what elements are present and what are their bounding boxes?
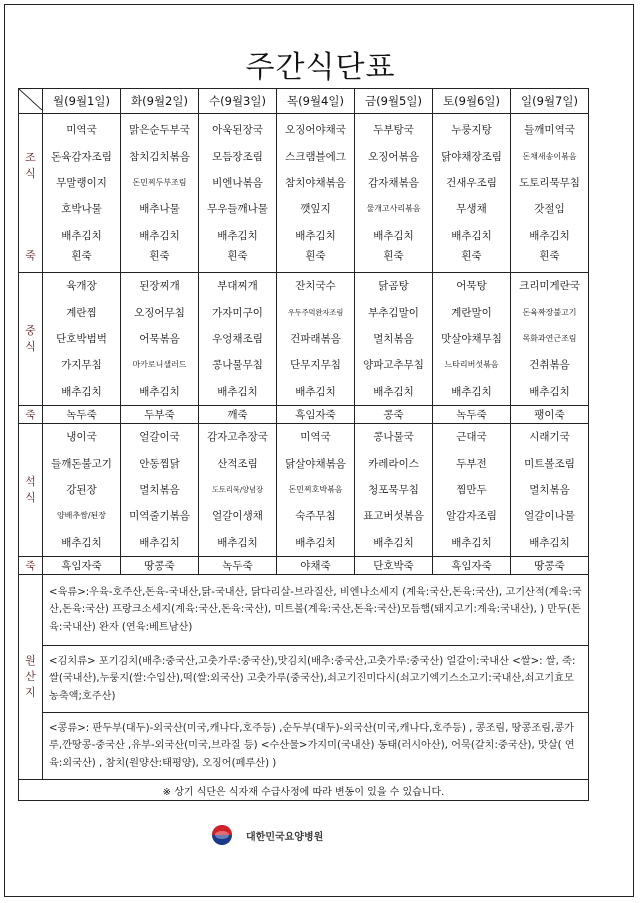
dish-item: 목화과연근조림	[522, 333, 577, 343]
notice-row	[19, 780, 589, 801]
dinner-row	[19, 424, 589, 557]
lunch-porridge-cell: 팽이죽	[511, 406, 589, 424]
dinner-cell	[199, 424, 277, 557]
dish-item: 닭곰탕	[378, 280, 409, 293]
dish-item: 미트볼조림	[524, 457, 575, 470]
day-header-tue: 화(9월2일)	[121, 89, 199, 114]
dish-item: 돈채새송이볶음	[522, 151, 577, 161]
lunch-label: 중 식	[19, 273, 43, 406]
dinner-porridge-cell: 땅콩죽	[511, 557, 589, 575]
dish-item: 흰죽	[539, 249, 560, 262]
day-header-mon: 월(9월1일)	[43, 89, 121, 114]
page-title: 주간식단표	[245, 50, 396, 85]
dish-item: 무생채	[456, 203, 487, 216]
dinner-porridge-cell: 흑임자죽	[433, 557, 511, 575]
dish-item: 흰죽	[383, 249, 404, 262]
dish-item: 무우들깨나물	[207, 203, 268, 216]
dish-item: 배추김치	[295, 385, 336, 398]
origin-row-1	[19, 575, 589, 646]
day-header-sat: 토(9월6일)	[433, 89, 511, 114]
breakfast-row	[19, 114, 589, 273]
dinner-porridge-cell: 흑임자죽	[43, 557, 121, 575]
dish-item: 참치야채볶음	[285, 176, 346, 189]
dinner-porridge-cell: 녹두죽	[199, 557, 277, 575]
dish-item: 참치김치볶음	[129, 150, 190, 163]
dish-item: 맑은순두부국	[129, 124, 190, 137]
dinner-porridge-cell: 야채죽	[277, 557, 355, 575]
dish-item: 비엔나볶음	[212, 176, 263, 189]
dinner-porridge-cell: 단호박죽	[355, 557, 433, 575]
dish-item: 된장찌개	[139, 280, 180, 293]
dish-item: 육개장	[66, 280, 97, 293]
dish-item: 아욱된장국	[212, 124, 263, 137]
breakfast-cell	[511, 114, 589, 273]
dish-item: 어묵볶음	[139, 332, 180, 345]
origin-row-2	[19, 646, 589, 713]
dinner-cell	[433, 424, 511, 557]
dish-item: 멸치볶음	[139, 483, 180, 496]
dish-item: 돈민찌호박볶음	[288, 484, 343, 494]
lunch-porridge-row	[19, 406, 589, 424]
diagonal-line	[19, 89, 42, 110]
lunch-cell	[433, 273, 511, 406]
dish-item: 감자채볶음	[368, 176, 419, 189]
lunch-cell	[121, 273, 199, 406]
dish-item: 배추김치	[529, 385, 570, 398]
dish-item: 물개고사리볶음	[366, 204, 421, 214]
dish-item: 멸치볶음	[373, 332, 414, 345]
dish-item: 깻잎지	[300, 203, 331, 216]
dish-item: 카레라이스	[368, 457, 419, 470]
footer	[212, 825, 512, 849]
dish-item: 미역국	[300, 431, 331, 444]
dish-item: 시래기국	[529, 431, 570, 444]
breakfast-cell	[277, 114, 355, 273]
dinner-cell	[277, 424, 355, 557]
dish-item: 흰죽	[305, 249, 326, 262]
dish-item: 호박나물	[61, 203, 102, 216]
dish-item: 배추김치	[373, 229, 414, 242]
lunch-cell	[199, 273, 277, 406]
dinner-cell	[121, 424, 199, 557]
dish-item: 건파래볶음	[290, 332, 341, 345]
dish-item: 흰죽	[227, 249, 248, 262]
lunch-porridge-cell: 녹두죽	[43, 406, 121, 424]
dish-item: 콩나물국	[373, 431, 414, 444]
breakfast-cell	[121, 114, 199, 273]
dish-item: 흰죽	[149, 249, 170, 262]
lunch-cell	[43, 273, 121, 406]
dish-item: 건새우조림	[446, 176, 497, 189]
dish-item: 배추김치	[295, 536, 336, 549]
origin-kimchi-rice: <김치류> 포기김치(배추:중국산,고춧가루:중국산),맛김치(배추:중국산,고춧가루:중국산) 얼갈이:국내산 <쌀>: 쌀, 죽:쌀(국내산),누룽지(쌀:수입산),떡(쌀:외국산) 고춧가루(중국산),쇠고기진미다시(쇠고기엑기스소고기:국내산,쇠고기효모농축액;호주산)	[43, 646, 589, 713]
dish-item: 부추김말이	[368, 306, 419, 319]
lunch-cell	[277, 273, 355, 406]
dish-item: 어묵탕	[456, 280, 487, 293]
dish-item: 배추김치	[139, 385, 180, 398]
dish-item: 닭야채장조림	[441, 150, 502, 163]
dish-item: 배추김치	[61, 229, 102, 242]
dish-item: 배추김치	[373, 536, 414, 549]
origin-meat: <육류>:우육-호주산,돈육-국내산,닭-국내산, 닭다리살-브라질산, 비엔나소세지 (계육:국산,돈육:국산), 고기산적(계육:국산,돈육:국산) 프랑크소세지(계육:국산,돈육:국산), 미트볼(계육:국산,돈육:국산)모듬햄(돼지고기:계육:국내산), ) 만두(돈육:국내산) 완자 (연육:베트남산)	[43, 575, 589, 646]
breakfast-cell	[43, 114, 121, 273]
dish-item: 근대국	[456, 431, 487, 444]
dish-item: 누룽지탕	[451, 124, 492, 137]
dish-item: 오징어볶음	[368, 150, 419, 163]
dish-item: 모듬장조림	[212, 150, 263, 163]
dish-item: 부대찌개	[217, 280, 258, 293]
dish-item: 청포묵무침	[368, 483, 419, 496]
origin-beans-seafood: <콩류>: 판두부(대두)-외국산(미국,캐나다,호주등) ,순두부(대두)-외국산(미국,캐나다,호주등) , 콩조림, 땅콩조림,콩가루,깐땅콩-중국산 ,유부-외국산(미국,브라질 등) <수산물>가지미(국내산) 동태(러시아산), 어묵(갈치:중국산), 맛살( 연육:외국산) , 참치(원양산:태평양), 오징어(페루산) )	[43, 713, 589, 780]
day-header-sun: 일(9월7일)	[511, 89, 589, 114]
dish-item: 계란말이	[451, 306, 492, 319]
dish-item: 잔치국수	[295, 280, 336, 293]
breakfast-cell	[433, 114, 511, 273]
dish-item: 갓절임	[534, 203, 565, 216]
dish-item: 배추김치	[529, 229, 570, 242]
dish-item: 배추김치	[139, 229, 180, 242]
dish-item: 표고버섯볶음	[363, 510, 424, 523]
breakfast-cell	[199, 114, 277, 273]
dish-item: 무말랭이지	[56, 176, 107, 189]
dish-item: 오징어야채국	[285, 124, 346, 137]
dinner-cell	[511, 424, 589, 557]
dish-item: 배추김치	[139, 536, 180, 549]
hospital-name: 대한민국요양병원	[246, 832, 324, 843]
dish-item: 오징어무침	[134, 306, 185, 319]
dinner-porridge-label: 죽	[19, 557, 43, 575]
dish-item: 배추나물	[139, 203, 180, 216]
dinner-cell	[43, 424, 121, 557]
dish-item: 닭살야채볶음	[285, 457, 346, 470]
hospital-logo-icon	[212, 825, 232, 845]
dish-item: 감자고추장국	[207, 431, 268, 444]
dinner-porridge-cell: 땅콩죽	[121, 557, 199, 575]
dish-item: 우엉채조림	[212, 332, 263, 345]
dish-item: 돈육감자조림	[51, 150, 112, 163]
dish-item: 가지무침	[61, 359, 102, 372]
dish-item: 두부탕국	[373, 124, 414, 137]
dish-item: 미역국	[66, 124, 97, 137]
dinner-cell	[355, 424, 433, 557]
dinner-porridge-row	[19, 557, 589, 575]
dish-item: 돈육짜장불고기	[522, 307, 577, 317]
lunch-porridge-cell: 녹두죽	[433, 406, 511, 424]
lunch-porridge-cell: 두부죽	[121, 406, 199, 424]
lunch-porridge-label: 죽	[19, 406, 43, 424]
dish-item: 안동찜닭	[139, 457, 180, 470]
dish-item: 배추김치	[217, 385, 258, 398]
dish-item: 배추김치	[61, 536, 102, 549]
dish-item: 가자미구이	[212, 306, 263, 319]
origin-label: 원 산 지	[19, 575, 43, 780]
dish-item: 돈민찌두부조림	[132, 177, 187, 187]
dish-item: 배추김치	[451, 385, 492, 398]
dish-item: 양배추쌈/된장	[56, 511, 107, 521]
dish-item: 얼갈이나물	[524, 510, 575, 523]
dish-item: 단무지무침	[290, 359, 341, 372]
dish-item: 멸치볶음	[529, 483, 570, 496]
origin-row-3	[19, 713, 589, 780]
lunch-cell	[355, 273, 433, 406]
dish-item: 미역줄기볶음	[129, 510, 190, 523]
dish-item: 크리미게란국	[519, 280, 580, 293]
day-header-fri: 금(9월5일)	[355, 89, 433, 114]
dish-item: 들깨돈불고기	[51, 457, 112, 470]
dish-item: 느타리버섯볶음	[444, 360, 499, 370]
dish-item: 흰죽	[71, 249, 92, 262]
day-header-wed: 수(9월3일)	[199, 89, 277, 114]
dish-item: 스크램블에그	[285, 150, 346, 163]
dish-item: 얼갈이생채	[212, 510, 263, 523]
dish-item: 배추김치	[217, 229, 258, 242]
dish-item: 배추김치	[61, 385, 102, 398]
lunch-porridge-cell: 흑임자죽	[277, 406, 355, 424]
lunch-porridge-cell: 깨죽	[199, 406, 277, 424]
dish-item: 산적조림	[217, 457, 258, 470]
dish-item: 건취볶음	[529, 359, 570, 372]
dish-item: 찜만두	[456, 483, 487, 496]
dish-item: 마카로니샐러드	[132, 360, 187, 370]
day-header-row	[19, 89, 589, 114]
dinner-label: 석 식	[19, 424, 43, 557]
dish-item: 흰죽	[461, 249, 482, 262]
day-header-thu: 목(9월4일)	[277, 89, 355, 114]
dish-item: 배추김치	[529, 536, 570, 549]
dish-item: 배추김치	[451, 229, 492, 242]
notice-text: ※ 상기 식단은 식자재 수급사정에 따라 변동이 있을 수 있습니다.	[19, 780, 589, 801]
dish-item: 강된장	[66, 483, 97, 496]
dish-item: 알감자조림	[446, 510, 497, 523]
lunch-row	[19, 273, 589, 406]
dish-item: 단호박범벅	[56, 332, 107, 345]
dish-item: 두부전	[456, 457, 487, 470]
lunch-cell	[511, 273, 589, 406]
weekly-menu-table	[18, 88, 589, 801]
header-corner	[19, 89, 43, 114]
breakfast-label: 조 식 죽	[19, 114, 43, 273]
breakfast-cell	[355, 114, 433, 273]
dish-item: 배추김치	[295, 229, 336, 242]
dish-item: 들깨미역국	[524, 124, 575, 137]
dish-item: 콩나물무침	[212, 359, 263, 372]
dish-item: 우두주먹완자조림	[287, 307, 344, 317]
lunch-porridge-cell: 콩죽	[355, 406, 433, 424]
dish-item: 도토리묵무침	[519, 176, 580, 189]
dish-item: 얼갈이국	[139, 431, 180, 444]
dish-item: 도토리묵/양념장	[211, 484, 264, 494]
dish-item: 양파고추무침	[363, 359, 424, 372]
dish-item: 배추김치	[373, 385, 414, 398]
dish-item: 맛살야채무침	[441, 332, 502, 345]
dish-item: 숙주무침	[295, 510, 336, 523]
dish-item: 냉이국	[66, 431, 97, 444]
dish-item: 계란찜	[66, 306, 97, 319]
dish-item: 배추김치	[217, 536, 258, 549]
dish-item: 배추김치	[451, 536, 492, 549]
